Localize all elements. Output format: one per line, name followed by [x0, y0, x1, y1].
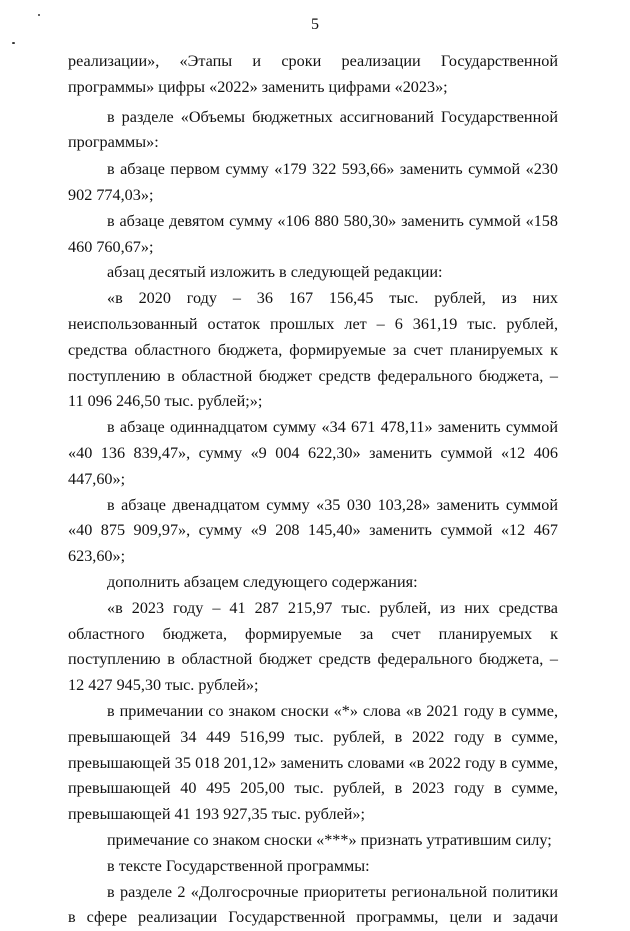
scan-speck-1: [12, 42, 15, 44]
paragraph-3: в абзаце первом сумму «179 322 593,66» заменить суммой «230 902 774,03»;: [68, 157, 558, 209]
paragraph-5: абзац десятый изложить в следующей редакции:: [68, 260, 558, 286]
paragraph-1: реализации», «Этапы и сроки реализации Государственной программы» цифры «2022» заменить цифрами «2023»;: [68, 49, 558, 101]
page-number: 5: [0, 16, 630, 34]
paragraph-2: в разделе «Объемы бюджетных ассигнований Государственной программы»:: [68, 105, 558, 157]
paragraph-10: «в 2023 году – 41 287 215,97 тыс. рублей, из них средства областного бюджета, формируемые за счет планируемых к поступлению в областной бюджет средств федерального бюджета, – 12 427 945,30 тыс. рублей»;: [68, 596, 558, 699]
paragraph-11: в примечании со знаком сноски «*» слова «в 2021 году в сумме, превышающей 34 449 516,99 тыс. рублей, в 2022 году в сумме, превышающей 35 018 201,12» заменить словами «в 2022 году в сумме, превышающей 40 495 205,00 тыс. рублей, в 2023 году в сумме, превышающей 41 193 927,35 тыс. рублей»;: [68, 699, 558, 828]
paragraph-14: в разделе 2 «Долгосрочные приоритеты региональной политики в сфере реализации Государственной программы, цели и задачи: [68, 880, 558, 931]
paragraph-6: «в 2020 году – 36 167 156,45 тыс. рублей, из них неиспользованный остаток прошлых лет – 6 361,19 тыс. рублей, средства областного бюджета, формируемые за счет планируемых к поступлению в областной бюджет средств федерального бюджета, – 11 096 246,50 тыс. рублей;»;: [68, 286, 558, 415]
paragraph-13: в тексте Государственной программы:: [68, 854, 558, 880]
paragraph-4: в абзаце девятом сумму «106 880 580,30» заменить суммой «158 460 760,67»;: [68, 209, 558, 261]
scan-speck-2: [38, 14, 40, 16]
paragraph-12: примечание со знаком сноски «***» признать утратившим силу;: [68, 828, 558, 854]
paragraph-8: в абзаце двенадцатом сумму «35 030 103,28» заменить суммой «40 875 909,97», сумму «9 208 145,40» заменить суммой «12 467 623,60»;: [68, 493, 558, 570]
paragraph-7: в абзаце одиннадцатом сумму «34 671 478,11» заменить суммой «40 136 839,47», сумму «9 004 622,30» заменить суммой «12 406 447,60»;: [68, 415, 558, 492]
document-body: [68, 49, 558, 931]
paragraph-9: дополнить абзацем следующего содержания:: [68, 570, 558, 596]
